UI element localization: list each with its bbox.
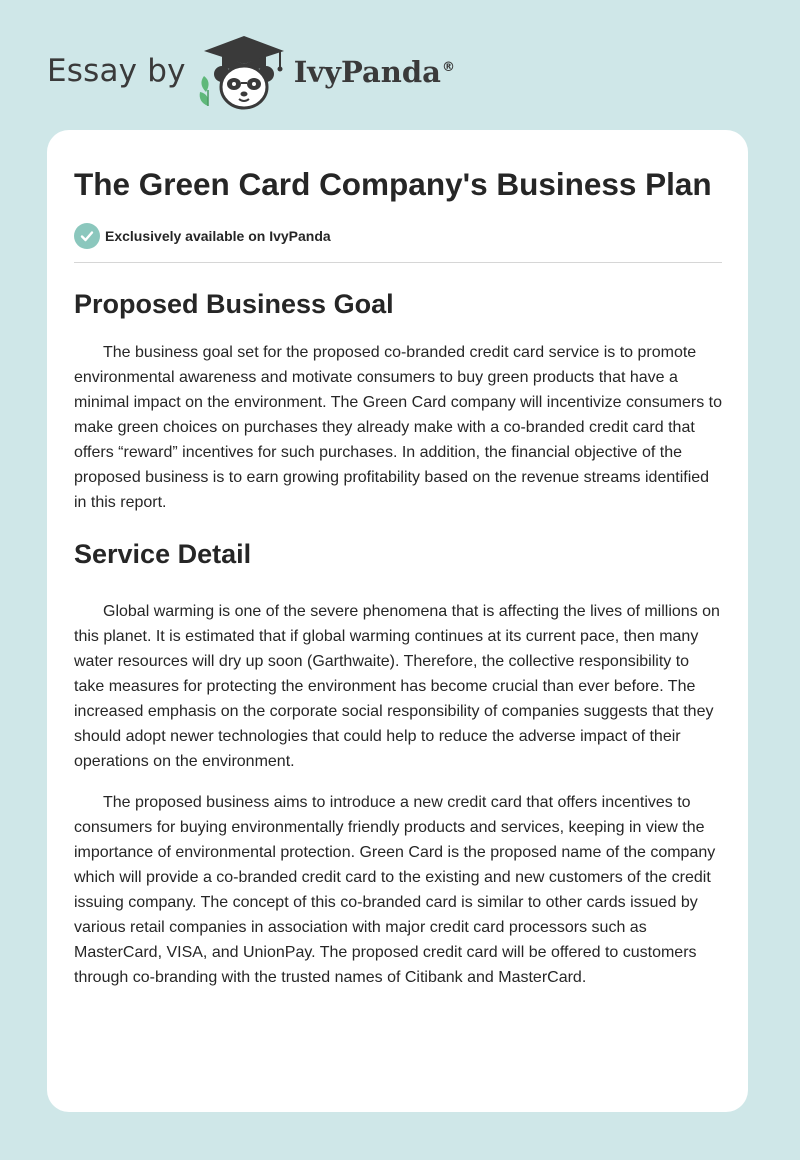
paragraph-service-2: The proposed business aims to introduce a new credit card that offers incentives to consumers for buying environmentally friendly products and services, keeping in view the importance of environmental protection. Green Card is the proposed name of the company which will provide a co-branded credit card to the existing and new customers of the credit issuing company. The concept of this co-branded card is similar to other cards issued by various retail companies in association with major credit card processors such as MasterCard, VISA, and UnionPay. The proposed credit card will be offered to customers through co-branding with the trusted names of Citibank and MasterCard. xyxy=(74,794,716,986)
panda-graduate-icon xyxy=(196,34,292,114)
title-divider xyxy=(74,262,722,263)
paragraph-goal: The business goal set for the proposed co-branded credit card service is to promote environmental awareness and motivate consumers to buy green products that have a minimal impact on the environment. The Green Card company will incentivize consumers to make green choices on purchases they already make with a co-branded credit card that offers “reward” incentives for such purchases. In addition, the financial objective of the proposed business is to earn growing profitability based on the revenue streams identified in this report. xyxy=(74,344,722,511)
section-heading-service: Service Detail xyxy=(74,539,252,569)
registered-mark: ® xyxy=(441,60,455,76)
exclusive-badge xyxy=(74,223,722,249)
badge-label: Exclusively available on IvyPanda xyxy=(105,228,331,244)
logo-name-text: IvyPanda xyxy=(293,55,441,89)
page-title: The Green Card Company's Business Plan xyxy=(74,166,712,202)
site-logo[interactable] xyxy=(47,34,455,114)
essay-card xyxy=(47,130,748,1112)
check-icon xyxy=(74,223,100,249)
logo-wordmark xyxy=(294,55,455,89)
paragraph-service-1: Global warming is one of the severe phenomena that is affecting the lives of millions on this planet. It is estimated that if global warming continues at its current pace, then many water resources will dry up soon (Garthwaite). Therefore, the collective responsibility to take measures for protecting the environment has become crucial than ever before. The increased emphasis on the corporate social responsibility of companies suggests that they should adopt newer technologies that could help to reduce the adverse impact of their operations on the environment. xyxy=(74,603,720,770)
section-heading-goal: Proposed Business Goal xyxy=(74,289,394,319)
logo-prefix-text: Essay by xyxy=(47,53,186,89)
